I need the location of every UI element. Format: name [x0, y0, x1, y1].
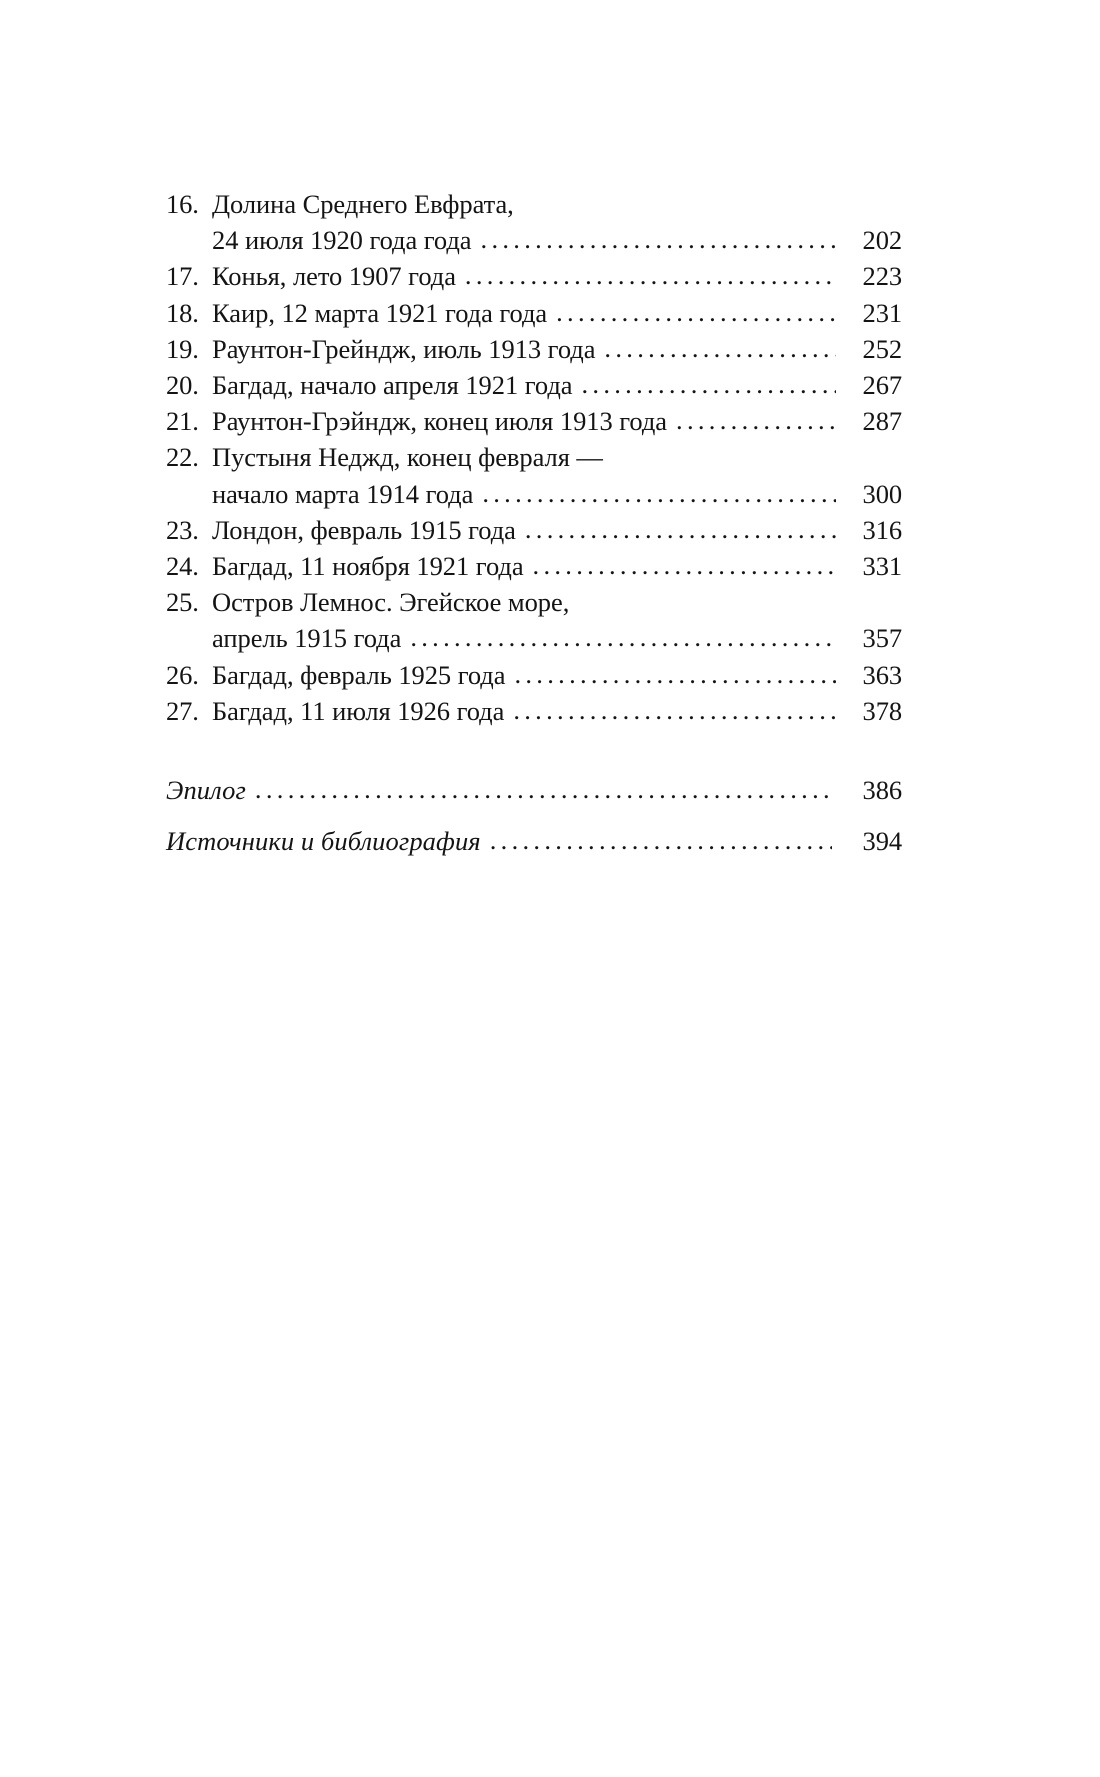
toc-entry-line — [166, 693, 902, 729]
toc-entry-number: 27. — [166, 695, 199, 726]
toc-entry-title: Долина Среднего Евфрата, — [212, 189, 514, 219]
toc-back-matter — [166, 765, 902, 867]
toc-entry-number: 22. — [166, 442, 199, 473]
toc-entry-number: 18. — [166, 297, 199, 328]
toc-entry[interactable] — [166, 439, 902, 511]
toc-entry-line — [166, 512, 902, 548]
toc-entry-number: 25. — [166, 587, 199, 618]
toc-entry-line — [166, 258, 902, 294]
toc-entry-line — [166, 403, 902, 439]
toc-entry[interactable] — [166, 295, 902, 331]
toc-entry-line — [166, 584, 902, 620]
toc-entry-page: 231 — [862, 297, 902, 328]
toc-entry-number: 19. — [166, 333, 199, 364]
toc-entry[interactable] — [166, 584, 902, 656]
toc-entry-page: 363 — [862, 659, 902, 690]
toc-entry-line — [166, 331, 902, 367]
toc-entry-title: Багдад, февраль 1925 года — [212, 659, 506, 690]
toc-entry-title: Раунтон-Грейндж, июль 1913 года — [212, 333, 596, 364]
toc-entry[interactable] — [166, 367, 902, 403]
toc-entry-title-cont: 24 июля 1920 года года — [212, 225, 472, 256]
toc-entry-number: 16. — [166, 189, 199, 219]
toc-entry[interactable] — [166, 258, 902, 294]
toc-entry-line — [166, 367, 902, 403]
toc-back-matter-page: 386 — [862, 775, 902, 806]
toc-entry-line — [166, 476, 902, 512]
toc-entry-line — [166, 439, 902, 475]
toc-entry-line — [166, 186, 902, 222]
toc-entry-number: 17. — [166, 261, 199, 292]
toc-entry-title: Конья, лето 1907 года — [212, 261, 456, 292]
dot-leader — [410, 619, 836, 655]
toc-entry-page: 357 — [862, 623, 902, 654]
toc-entry[interactable] — [166, 512, 902, 548]
dot-leader — [465, 257, 836, 293]
toc-entry-page: 267 — [862, 370, 902, 401]
toc-entry[interactable] — [166, 186, 902, 258]
toc-entry-page: 331 — [862, 551, 902, 582]
dot-leader — [255, 764, 832, 815]
toc-list — [166, 186, 902, 867]
dot-leader — [676, 402, 836, 438]
dot-leader — [514, 656, 836, 692]
dot-leader — [481, 221, 836, 257]
toc-entry-line — [166, 295, 902, 331]
toc-entry-title: Багдад, 11 июля 1926 года — [212, 695, 505, 726]
dot-leader — [525, 511, 836, 547]
toc-entry-page: 316 — [862, 514, 902, 545]
toc-entry-title: Пустыня Неджд, конец февраля — — [212, 442, 603, 473]
toc-entry-number: 21. — [166, 406, 199, 437]
toc-entry-number: 26. — [166, 659, 199, 690]
toc-entry-page: 223 — [862, 261, 902, 292]
toc-entry[interactable] — [166, 331, 902, 367]
toc-back-matter-entry[interactable] — [166, 765, 902, 816]
toc-back-matter-title: Источники и библиография — [166, 826, 481, 857]
toc-entry-page: 287 — [862, 406, 902, 437]
toc-entry-number: 20. — [166, 370, 199, 401]
toc-entry-line — [166, 548, 902, 584]
toc-back-matter-entry[interactable] — [166, 816, 902, 867]
toc-entry-number: 24. — [166, 551, 199, 582]
toc-entry-number: 23. — [166, 514, 199, 545]
toc-entry-title: Багдад, начало апреля 1921 года — [212, 370, 573, 401]
dot-leader — [482, 475, 836, 511]
toc-entry-line — [166, 657, 902, 693]
dot-leader — [513, 692, 836, 728]
toc-entry-page: 202 — [862, 225, 902, 256]
toc-entry-title: Раунтон-Грэйндж, конец июля 1913 года — [212, 406, 668, 437]
dot-leader — [490, 815, 832, 866]
toc-entry[interactable] — [166, 548, 902, 584]
toc-entry[interactable] — [166, 657, 902, 693]
toc-back-matter-title: Эпилог — [166, 775, 246, 806]
toc-entry-title: Каир, 12 марта 1921 года года — [212, 297, 548, 328]
toc-entry[interactable] — [166, 693, 902, 729]
toc-entry-title: Остров Лемнос. Эгейское море, — [212, 587, 570, 618]
dot-leader — [581, 366, 836, 402]
toc-entry[interactable] — [166, 403, 902, 439]
dot-leader — [533, 547, 836, 583]
toc-entry-line — [166, 620, 902, 656]
toc-entry-title: Багдад, 11 ноября 1921 года — [212, 551, 524, 582]
toc-entry-page: 378 — [862, 695, 902, 726]
toc-back-matter-page: 394 — [862, 826, 902, 857]
dot-leader — [556, 294, 836, 330]
toc-entry-title-cont: апрель 1915 года — [212, 623, 402, 654]
dot-leader — [604, 330, 836, 366]
toc-entry-line — [166, 222, 902, 258]
toc-entry-page: 252 — [862, 333, 902, 364]
toc-entry-title: Лондон, февраль 1915 года — [212, 514, 516, 545]
toc-entry-title-cont: начало марта 1914 года — [212, 478, 474, 509]
toc-entry-page: 300 — [862, 478, 902, 509]
